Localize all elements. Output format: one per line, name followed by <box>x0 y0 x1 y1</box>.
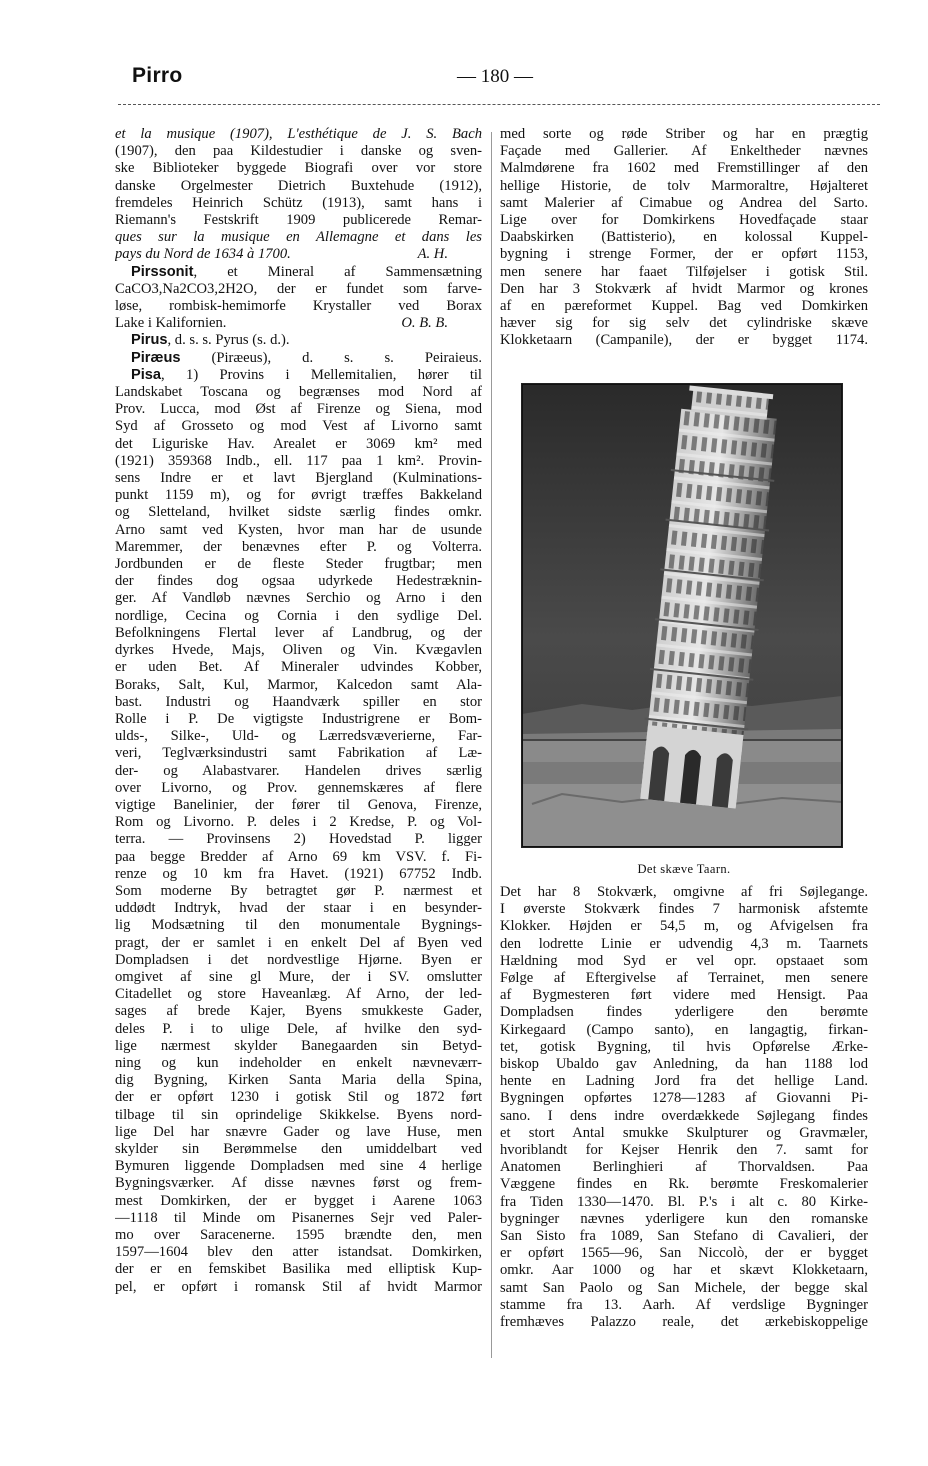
text-line: Bygningsværker. Af disse nævnes først og frem- <box>115 1175 482 1192</box>
text-line: over Livorno, og Prov. gennemskæres af flere <box>115 779 482 796</box>
text-line: Klokker. Højden er 54,5 m, og Afvigelsen fra <box>500 918 868 935</box>
text-line: Lige over for Domkirkens Hovedfaçade staar <box>500 212 868 229</box>
entry-headword: Pirssonit <box>131 263 194 280</box>
text-line: bast. Industri og Haandværk spiller en stor <box>115 693 482 710</box>
text-line: San Sisto fra 1089, San Stefano di Cavalieri, der <box>500 1228 868 1245</box>
text-line: (1921) 359368 Indb., ell. 117 paa 1 km². Provin- <box>115 452 482 469</box>
text-line: det Liguriske Hav. Arealet er 3069 km² med <box>115 435 482 452</box>
text-line: Klokketaarn (Campanile), der er bygget 1174. <box>500 332 868 349</box>
text-line: ulds-, Silke-, Uld- og Lærredsvæverierne, Far- <box>115 728 482 745</box>
text-line: mest Domkirken, der er bygget i Aarene 1063 <box>115 1192 482 1209</box>
header-rule <box>118 104 880 105</box>
text-line: lig Modsætning til den monumentale Bygnings- <box>115 917 482 934</box>
text-line: deles P. i to ulige Dele, af hvilke den syd- <box>115 1020 482 1037</box>
text-line: Bymuren liggende Dompladsen med sine 4 herlige <box>115 1158 482 1175</box>
text-line: dyrkes Hvede, Majs, Oliven og Vin. Kvægavlen <box>115 642 482 659</box>
text-line: dig Bygning, Kirken Santa Maria della Spina, <box>115 1072 482 1089</box>
text-line: er uden Bet. Af Mineraler udvindes Kobber, <box>115 659 482 676</box>
text-line: hæver sig for sig selv det cylindriske skæve <box>500 315 868 332</box>
text-line: nordlige, Cecina og Cornia i den sydlige Del. <box>115 607 482 624</box>
text-line: Façade med Gallerier. Af Enkeltheder nævnes <box>500 143 868 160</box>
text-line: fra Tiden 1330—1470. Bl. P.'s i alt c. 80 Kirke- <box>500 1193 868 1210</box>
text-line: samt San Paolo og San Michele, der begge skal <box>500 1279 868 1296</box>
text-line: hvoriblandt for Kejser Henrik den 7. samt for <box>500 1142 868 1159</box>
text-line: Malmdørene fra 1602 med Fremstillinger af den <box>500 160 868 177</box>
text-line: Anatomen Berlinghieri af Thorvaldsen. Paa <box>500 1159 868 1176</box>
text-line: sano. I dens indre overdækkede Søjlegang findes <box>500 1107 868 1124</box>
text-line: Lake i Kalifornien. O. B. B. <box>115 315 482 332</box>
text-line: Maremmer, der benævnes efter P. og Volterra. <box>115 538 482 555</box>
text-line: 1597—1604 blev den atter istandsat. Domkirken, <box>115 1244 482 1261</box>
text-line: pragt, der er samlet i en enkelt Del af Byen ved <box>115 934 482 951</box>
text-line: renze og 10 km fra Havet. (1921) 67752 Indb. <box>115 865 482 882</box>
text-line: CaCO3,Na2CO3,2H2O, der er fundet som farve- <box>115 280 482 297</box>
text-line: terra. — Provinsens 2) Hovedstad P. ligger <box>115 831 482 848</box>
text-line: lige nærmest skylder Banegaarden sin Betyd- <box>115 1037 482 1054</box>
column-divider <box>491 132 492 1358</box>
text-line: omgivet af sine gl Mure, der i SV. omslutter <box>115 968 482 985</box>
entry-line-pirus: Pirus, d. s. s. Pyrus (s. d.). <box>131 332 290 349</box>
entry-headword: Pisa <box>131 366 162 383</box>
text-line: omkr. Aar 1000 og har et skævt Klokketaarn, <box>500 1262 868 1279</box>
text-line: hellige Historie, de tolv Marmoraltre, Højalteret <box>500 177 868 194</box>
text-line: ske Biblioteker byggede Biografi over vor store <box>115 160 482 177</box>
text-line: uddødt Indtryk, hvad der staar i en besynder- <box>115 900 482 917</box>
text-line: Jordbunden er de fleste Steder frugtbar; men <box>115 556 482 573</box>
text-line: fremhæves Palazzo reale, det ærkebiskoppelige <box>500 1314 868 1331</box>
text-line: af Bygmesteren ført videre med Hensigt. Paa <box>500 987 868 1004</box>
text-line: Den har 3 Stokværk af hvidt Marmor og krones <box>500 280 868 297</box>
text-line: Boraks, Salt, Kul, Marmor, Kalcedon samt Ala- <box>115 676 482 693</box>
right-column-top <box>500 126 868 350</box>
text-line: Daabskirken (Battisterio), en kolossal Kuppel- <box>500 229 868 246</box>
right-column-bottom <box>500 884 868 1331</box>
left-column <box>115 126 482 1296</box>
text-line: tet, gotisk Bygning, til hvis Opførelse Ærke- <box>500 1038 868 1055</box>
text-line: Arno samt ved Kysten, hvor man har de usunde <box>115 521 482 538</box>
text-line: —1118 til Minde om Pisanernes Sejr ved Paler- <box>115 1209 482 1226</box>
text-line: sens Indre er et lavt Bjergland (Kulminations- <box>115 470 482 487</box>
text-line: Befolkningens Flertal lever af Landbrug, og der <box>115 624 482 641</box>
text-line: Bygningen opførtes 1278—1283 af Giovanni Pi- <box>500 1090 868 1107</box>
text-line: Følge af Eftergivelse af Terrainet, men senere <box>500 970 868 987</box>
text-line: Syd af Grosseto og mod Vest af Livorno samt <box>115 418 482 435</box>
text-line: den lodrette Linie er udvendig 4,3 m. Taarnets <box>500 935 868 952</box>
text-line: Væggene findes en Rk. berømte Freskomalerier <box>500 1176 868 1193</box>
text-line: Citadellet og store Haveanlæg. Af Arno, der led- <box>115 986 482 1003</box>
text-line: er opført 1565—96, San Niccolò, der er bygget <box>500 1245 868 1262</box>
text-line: (1907), den paa Kildestudier i danske og sven- <box>115 143 482 160</box>
text-line: ning og kun indeholder en enkelt nævneværr- <box>115 1054 482 1071</box>
text-line: Rolle i P. De vigtigste Industrigrene er Bom- <box>115 710 482 727</box>
entry-line-pisa: Pisa, 1) Provins i Mellemitalien, hører til <box>131 366 482 383</box>
text-line: samt Malerier af Cimabue og Andrea del Sarto. <box>500 194 868 211</box>
text-line: I øverste Stokværk findes 7 harmonisk afstemte <box>500 901 868 918</box>
text-line: biskop Ubaldo gav Anledning, da han 1188 lod <box>500 1056 868 1073</box>
entry-line-pirssonit: Pirssonit, et Mineral af Sammensætning <box>131 263 482 280</box>
text-line: lige Del har snævre Gader og lave Huse, men <box>115 1123 482 1140</box>
leaning-tower-photo <box>521 383 843 848</box>
text-line: der er en femskibet Basilika med elliptisk Kup- <box>115 1261 482 1278</box>
text-line: men senere har faaet Tilføjelser i gotisk Stil. <box>500 263 868 280</box>
entry-headword: Pirus <box>131 332 168 349</box>
text-line: ger. Af Vandløb nævnes Serchio og Arno i den <box>115 590 482 607</box>
text-line: der er opført 1230 i gotisk Stil og 1872 ført <box>115 1089 482 1106</box>
text-line: skylder sin Berømmelse den umiddelbart ved <box>115 1140 482 1157</box>
text-line: veri, Teglværksindustri samt Fabrikation af Læ- <box>115 745 482 762</box>
text-line: fremdeles Heinrich Schütz (1913), samt hans i <box>115 194 482 211</box>
text-line: mo over Saracenerne. 1595 brændte den, men <box>115 1227 482 1243</box>
page-number: — 180 — <box>457 66 533 87</box>
entry-headword: Piræus <box>131 349 181 366</box>
signature: O. B. B. <box>401 315 448 332</box>
figure-caption: Det skæve Taarn. <box>637 862 731 876</box>
text-line: Dompladsen i det nordvestlige Hjørne. Byen er <box>115 951 482 968</box>
text-line: der findes dog ogsaa udyrkede Hedestræknin- <box>115 573 482 590</box>
text-line: danske Orgelmester Dietrich Buxtehude (1912), <box>115 177 482 194</box>
signature: A. H. <box>417 246 448 263</box>
text-line: Landskabet Toscana og begrænses mod Nord af <box>115 384 482 401</box>
text-line: pays du Nord de 1634 à 1700. A. H. <box>115 246 482 263</box>
text-line: bygninger nævnes yderligere kun den romanske <box>500 1210 868 1227</box>
text-line: Dompladsen findes yderligere den berømte <box>500 1004 868 1021</box>
text-line: hente en Ladning Jord fra det hellige Land. <box>500 1073 868 1090</box>
running-header-word: Pirro <box>132 64 183 87</box>
text-line: ques sur la musique en Allemagne et dans les <box>115 229 482 246</box>
text-line: et stort Antal smukke Skulpturer og Gravmæler, <box>500 1124 868 1141</box>
text-line: Rom og Livorno. P. deles i 2 Kredse, P. og Vol- <box>115 814 482 831</box>
text-line: der- og Alabastvarer. Handelen drives særlig <box>115 762 482 779</box>
text-line: Hældning mod Syd er vel opr. opstaaet som <box>500 952 868 969</box>
text-line: løse, rombisk-hemimorfe Krystaller ved Borax <box>115 298 482 315</box>
text-line: og Sletteland, hvilket sidste særlig findes omkr. <box>115 504 482 521</box>
text-line: tilbage til sin oprindelige Skikkelse. Byens nord- <box>115 1106 482 1123</box>
text-line: Kirkegaard (Campo santo), en langagtig, firkan- <box>500 1021 868 1038</box>
text-line: Som moderne By betragtet gør P. nærmest et <box>115 882 482 899</box>
text-line: Prov. Lucca, mod Øst af Firenze og Siena, mod <box>115 401 482 418</box>
text-line: vigtige Banelinier, der fører til Genova, Firenze, <box>115 796 482 813</box>
text-line: sages af brede Kajer, Byens smukkeste Gader, <box>115 1003 482 1020</box>
text-line: med sorte og røde Striber og har en prægtig <box>500 126 868 142</box>
text-line: stamme fra 13. Aarh. Af verdslige Bygninger <box>500 1296 868 1313</box>
text-line: punkt 1159 m), og for øvrigt træffes Bakkeland <box>115 487 482 504</box>
text-line: bygning i strenge Former, der er opført 1153, <box>500 246 868 263</box>
text-line: pel, er opført i romansk Stil af hvidt Marmor <box>115 1278 482 1295</box>
text-line: Riemann's Festskrift 1909 publicerede Remar- <box>115 212 482 229</box>
text-line: Det har 8 Stokværk, omgivne af fri Søjlegange. <box>500 884 868 900</box>
text-line: et la musique (1907), L'esthétique de J. S. Bach <box>115 126 482 142</box>
text-line: af en pæreformet Kuppel. Bag ved Domkirken <box>500 298 868 315</box>
text-line: paa begge Bredder af Arno 69 km VSV. f. Fi- <box>115 848 482 865</box>
entry-line-piraeus: Piræus (Piræeus), d. s. s. Peiraieus. <box>131 349 482 366</box>
